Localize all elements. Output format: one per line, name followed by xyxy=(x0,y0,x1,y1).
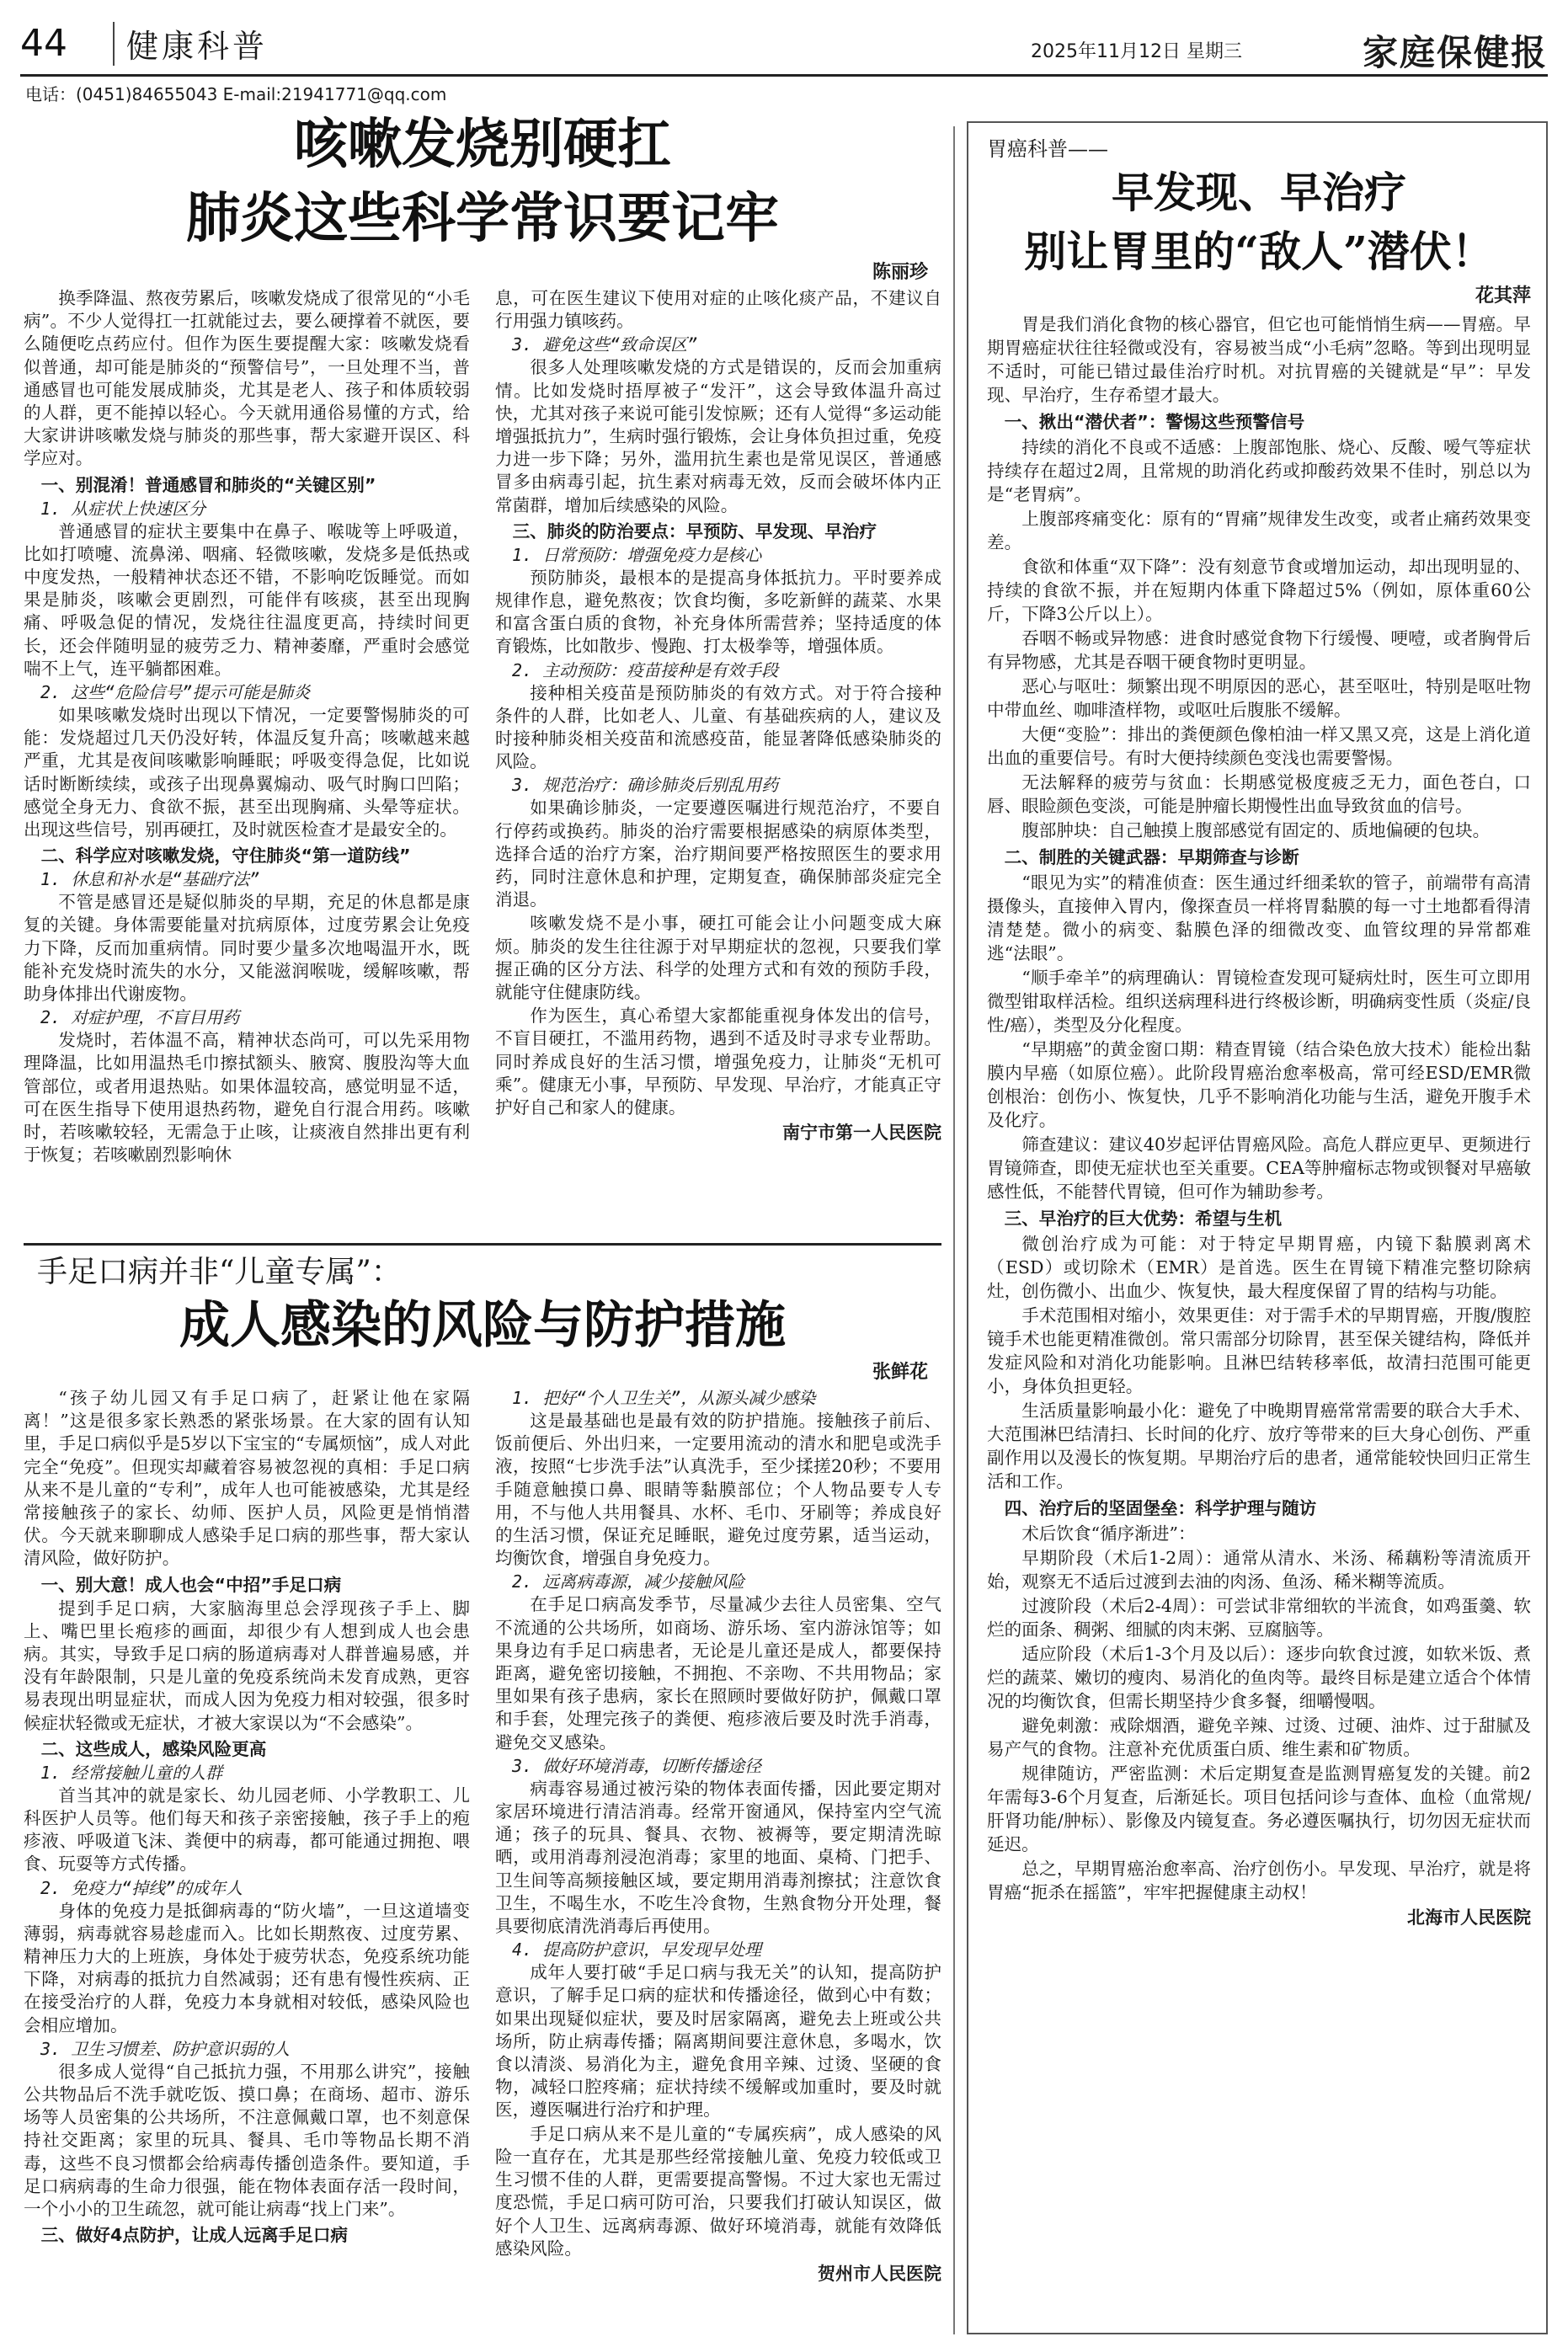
section-heading: 三、做好4点防护，让成人远离手足口病 xyxy=(40,2225,349,2246)
body-paragraph: 在手足口病高发季节，尽量减少去往人员密集、空气不流通的公共场所，如商场、游乐场、室内游泳馆等；如果身边有手足口病患者，无论是儿童还是成人，都要保持距离，避免密切接触，不拥抱、不亲吻、不共用物品；家里如果有孩子患病，家长在照顾时要做好防护，佩戴口罩和手套，处理完孩子的粪便、疱疹液后要及时洗手消毒，避免交叉感染。 xyxy=(495,1594,941,1752)
subsection-heading: 3. 做好环境消毒，切断传播途径 xyxy=(512,1755,762,1776)
body-paragraph: 手足口病从来不是儿童的“专属疾病”，成人感染的风险一直存在，尤其是那些经常接触儿童、免疫力较低或卫生习惯不佳的人群，更需要提高警惕。不过大家也无需过度恐慌，手足口病可防可治，只要我们打破认知误区，做好个人卫生、远离病毒源、做好环境消毒，就能有效降低感染风险。 xyxy=(495,2123,941,2259)
contact-line: 电话：(0451)84655043 E-mail:21941771@qq.com xyxy=(25,84,447,104)
subsection-heading: 3. 卫生习惯差、防护意识弱的人 xyxy=(40,2038,291,2059)
body-paragraph: 如果咳嗽发烧时出现以下情况，一定要警惕肺炎的可能：发烧超过几天仍没好转，体温反复升高；咳嗽越来越严重，尤其是夜间咳嗽影响睡眠；呼吸变得急促，比如说话时断断续续，或孩子出现鼻翼煽动、吸气时胸口凹陷；感觉全身无力、食欲不振，甚至出现胸痛、头晕等症状。出现这些信号，别再硬扛，及时就医检查才是最安全的。 xyxy=(24,705,470,840)
body-paragraph: “顺手牵羊”的病理确认：胃镜检查发现可疑病灶时，医生可立即用微型钳取样活检。组织送病理科进行终极诊断，明确病变性质（炎症/良性/癌），类型及分化程度。 xyxy=(987,968,1531,1035)
subsection-heading: 2. 对症护理，不盲目用药 xyxy=(40,1007,240,1028)
article-hfmd-title: 成人感染的风险与防护措施 xyxy=(179,1296,786,1355)
body-paragraph: 持续的消化不良或不适感：上腹部饱胀、烧心、反酸、嗳气等症状持续存在超过2周，且常规的助消化药或抑酸药效果不佳时，别总以为是“老胃病”。 xyxy=(987,437,1531,504)
body-paragraph: 很多人处理咳嗽发烧的方式是错误的，反而会加重病情。比如发烧时捂厚被子“发汗”，这会导致体温升高过快，尤其对孩子来说可能引发惊厥；还有人觉得“多运动能增强抵抗力”，生病时强行锻炼，会让身体负担过重，免疫力进一步下降；另外，滥用抗生素也是常见误区，普通感冒多由病毒引起，抗生素对病毒无效，反而会破坏体内正常菌群，增加后续感染的风险。 xyxy=(495,357,941,515)
body-paragraph: 恶心与呕吐：频繁出现不明原因的恶心，甚至呕吐，特别是呕吐物中带血丝、咖啡渣样物，或呕吐后腹胀不缓解。 xyxy=(987,676,1531,720)
body-paragraph: 食欲和体重“双下降”：没有刻意节食或增加运动，却出现明显的、持续的食欲不振，并在短期内体重下降超过5%（例如，原体重60公斤，下降3公斤以上）。 xyxy=(987,557,1531,624)
body-paragraph: 大便“变脸”：排出的粪便颜色像柏油一样又黑又亮，这是上消化道出血的重要信号。有时大便持续颜色变浅也需要警惕。 xyxy=(987,724,1531,768)
body-paragraph: 换季降温、熬夜劳累后，咳嗽发烧成了很常见的“小毛病”。不少人觉得扛一扛就能过去，要么硬撑着不就医，要么随便吃点药应付。但作为医生要提醒大家：咳嗽发烧看似普通，却可能是肺炎的“预警信号”，一旦处理不当，普通感冒也可能发展成肺炎，尤其是老人、孩子和体质较弱的人群，更不能掉以轻心。今天就用通俗易懂的方式，给大家讲讲咳嗽发烧与肺炎的那些事，帮大家避开误区、科学应对。 xyxy=(24,288,470,469)
body-paragraph: 咳嗽发烧不是小事，硬扛可能会让小问题变成大麻烦。肺炎的发生往往源于对早期症状的忽视，只要我们掌握正确的区分方法、科学的处理方式和有效的预防手段，就能守住健康防线。 xyxy=(495,913,941,1003)
article-kicker: 胃癌科普—— xyxy=(987,137,1108,161)
body-paragraph: 提到手足口病，大家脑海里总会浮现孩子手上、脚上、嘴巴里长疱疹的画面，却很少有人想到成人也会患病。其实，导致手足口病的肠道病毒对人群普遍易感，并没有年龄限制，只是儿童的免疫系统尚未发育成熟，更容易表现出明显症状，而成人因为免疫力相对较强，很多时候症状轻微或无症状，才被大家误以为“不会感染”。 xyxy=(24,1598,470,1733)
masthead-divider xyxy=(113,22,115,66)
body-paragraph: 手术范围相对缩小，效果更佳：对于需手术的早期胃癌，开腹/腹腔镜手术也能更精准微创。常只需部分切除胃，甚至保关键结构，降低并发症风险和对消化功能影响。且淋巴结转移率低，故清扫范围可能更小，身体负担更轻。 xyxy=(987,1305,1531,1396)
section-name: 健康科普 xyxy=(126,28,269,65)
body-paragraph: 接种相关疫苗是预防肺炎的有效方式。对于符合接种条件的人群，比如老人、儿童、有基础疾病的人，建议及时接种肺炎相关疫苗和流感疫苗，能显著降低感染肺炎的风险。 xyxy=(495,682,941,772)
title-line: 肺炎这些科学常识要记牢 xyxy=(186,187,779,250)
article-column xyxy=(24,287,470,1240)
page-number: 44 xyxy=(20,22,67,65)
body-paragraph: 腹部肿块：自己触摸上腹部感觉有固定的、质地偏硬的包块。 xyxy=(1021,820,1491,840)
article-column xyxy=(495,287,941,1240)
paper-name: 家庭保健报 xyxy=(1362,32,1548,73)
subsection-heading: 2. 主动预防：疫苗接种是有效手段 xyxy=(512,659,779,680)
article-pneumonia-title xyxy=(24,108,941,256)
article-pneumonia xyxy=(24,101,941,1240)
section-heading: 一、别大意！成人也会“中招”手足口病 xyxy=(40,1574,342,1595)
article-column xyxy=(24,1387,470,2334)
body-paragraph: 成年人要打破“手足口病与我无关”的认知，提高防护意识，了解手足口病的症状和传播途径，做到心中有数；如果出现疑似症状，要及时居家隔离，避免去上班或公共场所，防止病毒传播；隔离期间要注意休息，多喝水，饮食以清淡、易消化为主，避免食用辛辣、过烫、坚硬的食物，减轻口腔疼痛；症状持续不缓解或加重时，要及时就医，遵医嘱进行治疗和护理。 xyxy=(495,1962,941,2121)
section-heading: 二、科学应对咳嗽发烧，守住肺炎“第一道防线” xyxy=(40,846,411,867)
article-gastric-cancer xyxy=(967,121,1548,2334)
subsection-heading: 1. 把好“个人卫生关”，从源头减少感染 xyxy=(512,1388,816,1408)
article-column xyxy=(495,1387,941,2334)
body-paragraph: 规律随访，严密监测：术后定期复查是监测胃癌复发的关键。前2年需每3-6个月复查，后渐延长。项目包括问诊与查体、血检（血常规/肝肾功能/肿标）、影像及内镜复查。务必遵医嘱执行，切勿因无症状而延迟。 xyxy=(987,1763,1531,1854)
subsection-heading: 3. 避免这些“致命误区” xyxy=(512,334,698,355)
body-paragraph: “孩子幼儿园又有手足口病了，赶紧让他在家隔离！”这是很多家长熟悉的紧张场景。在大家的固有认知里，手足口病似乎是5岁以下宝宝的“专属烦恼”，成人对此完全“免疫”。但现实却藏着容易被忽视的真相：手足口病从来不是儿童的“专利”，成年人也可能被感染，尤其是经常接触孩子的家长、幼师、医护人员，风险更是悄悄潜伏。今天就来聊聊成人感染手足口病的那些事，帮大家认清风险，做好防护。 xyxy=(24,1388,470,1569)
body-paragraph: 术后饮食“循序渐进”： xyxy=(1021,1523,1196,1544)
body-paragraph: 息，可在医生建议下使用对症的止咳化痰产品，不建议自行用强力镇咳药。 xyxy=(495,288,941,332)
body-paragraph: 身体的免疫力是抵御病毒的“防火墙”，一旦这道墙变薄弱，病毒就容易趁虚而入。比如长期熬夜、过度劳累、精神压力大的上班族，身体处于疲劳状态，免疫系统功能下降，对病毒的抵抗力自然减弱；还有患有慢性疾病、正在接受治疗的人群，免疫力本身就相对较低，感染风险也会相应增加。 xyxy=(24,1900,470,2035)
body-paragraph: 胃是我们消化食物的核心器官，但它也可能悄悄生病——胃癌。早期胃癌症状往往轻微或没有，容易被当成“小毛病”忽略。等到出现明显不适时，可能已错过最佳治疗时机。对抗胃癌的关键就是“早”：早发现、早治疗，生存希望才最大。 xyxy=(987,314,1531,405)
body-paragraph: 过渡阶段（术后2-4周）：可尝试非常细软的半流食，如鸡蛋羹、软烂的面条、稠粥、细腻的肉末粥、豆腐脑等。 xyxy=(987,1596,1531,1640)
article-author: 花其萍 xyxy=(1475,285,1531,307)
subsection-heading: 2. 这些“危险信号”提示可能是肺炎 xyxy=(40,682,311,703)
column-divider xyxy=(953,126,955,2334)
title-line: 咳嗽发烧别硬扛 xyxy=(294,113,671,176)
subsection-heading: 1. 经常接触儿童的人群 xyxy=(40,1762,223,1783)
author-affiliation: 贺州市人民医院 xyxy=(818,2263,941,2284)
section-divider xyxy=(24,1243,941,1246)
section-heading: 一、别混淆！普通感冒和肺炎的“关键区别” xyxy=(40,474,376,495)
body-paragraph: “眼见为实”的精准侦查：医生通过纤细柔软的管子，前端带有高清摄像头，直接伸入胃内，像探查员一样将胃黏膜的每一寸土地都看得清清楚楚。微小的病变、黏膜色泽的细微改变、血管纹理的异常都难逃“法眼”。 xyxy=(987,872,1531,963)
body-paragraph: 病毒容易通过被污染的物体表面传播，因此要定期对家居环境进行清洁消毒。经常开窗通风，保持室内空气流通；孩子的玩具、餐具、衣物、被褥等，要定期清洗晾晒，或用消毒剂浸泡消毒；家里的地面、桌椅、门把手、卫生间等高频接触区域，要定期用消毒剂擦拭；注意饮食卫生，不喝生水，不吃生冷食物，生熟食物分开处理，餐具要彻底清洗消毒后再使用。 xyxy=(495,1778,941,1937)
author-affiliation: 南宁市第一人民医院 xyxy=(782,1123,941,1144)
section-heading: 二、这些成人，感染风险更高 xyxy=(40,1738,267,1759)
subsection-heading: 4. 提高防护意识，早发现早处理 xyxy=(512,1939,762,1961)
article-author: 张鲜花 xyxy=(872,1362,928,1383)
title-line: 别让胃里的“敌人”潜伏！ xyxy=(1024,227,1494,276)
body-paragraph: 不管是感冒还是疑似肺炎的早期，充足的休息都是康复的关键。身体需要能量对抗病原体，过度劳累会让免疫力下降，反而加重病情。同时要少量多次地喝温开水，既能补充发烧时流失的水分，又能滋润喉咙，缓解咳嗽，帮助身体排出代谢废物。 xyxy=(24,892,470,1005)
masthead xyxy=(20,19,1548,71)
body-paragraph: 发烧时，若体温不高，精神状态尚可，可以先采用物理降温，比如用温热毛巾擦拭额头、腋窝、腹股沟等大血管部位，或者用退热贴。如果体温较高，感觉明显不适，可在医生指导下使用退热药物，避免自行混合用药。咳嗽时，若咳嗽较轻，无需急于止咳，让痰液自然排出更有利于恢复；若咳嗽剧烈影响休 xyxy=(24,1030,470,1166)
title-line: 早发现、早治疗 xyxy=(1112,168,1406,217)
body-paragraph: 普通感冒的症状主要集中在鼻子、喉咙等上呼吸道，比如打喷嚏、流鼻涕、咽痛、轻微咳嗽，发烧多是低热或中度发热，一般精神状态还不错，不影响吃饭睡觉。而如果是肺炎，咳嗽会更剧烈，可能伴有咳痰，甚至出现胸痛、呼吸急促的情况，发烧往往温度更高，持续时间更长，还会伴随明显的疲劳乏力、精神萎靡，严重时会感觉喘不上气，连平躺都困难。 xyxy=(24,520,470,679)
body-paragraph: 微创治疗成为可能：对于特定早期胃癌，内镜下黏膜剥离术（ESD）或切除术（EMR）是首选。医生在胃镜下精准完整切除病灶，创伤微小、出血少、恢复快，最大程度保留了胃的结构与功能。 xyxy=(987,1234,1531,1301)
article-column xyxy=(987,312,1531,2334)
article-author: 陈丽珍 xyxy=(872,262,928,283)
body-paragraph: 无法解释的疲劳与贫血：长期感觉极度疲乏无力，面色苍白，口唇、眼睑颜色变淡，可能是肿瘤长期慢性出血导致贫血的信号。 xyxy=(987,772,1531,816)
body-paragraph: 筛查建议：建议40岁起评估胃癌风险。高危人群应更早、更频进行胃镜筛查，即使无症状也至关重要。CEA等肿瘤标志物或钡餐对早癌敏感性低，不能替代胃镜，但可作为辅助参考。 xyxy=(987,1134,1531,1202)
body-paragraph: 早期阶段（术后1-2周）：通常从清水、米汤、稀藕粉等清流质开始，观察无不适后过渡到去油的肉汤、鱼汤、稀米糊等流质。 xyxy=(987,1548,1531,1592)
body-paragraph: 这是最基础也是最有效的防护措施。接触孩子前后、饭前便后、外出归来，一定要用流动的清水和肥皂或洗手液，按照“七步洗手法”认真洗手，至少揉搓20秒；不要用手随意触摸口鼻、眼睛等黏膜部位；个人物品要专人专用，不与他人共用餐具、水杯、毛巾、牙刷等；养成良好的生活习惯，保证充足睡眠，避免过度劳累，适当运动，均衡饮食，增强自身免疫力。 xyxy=(495,1411,941,1569)
subsection-heading: 1. 日常预防：增强免疫力是核心 xyxy=(512,544,762,565)
subsection-heading: 1. 从症状上快速区分 xyxy=(40,498,206,519)
body-paragraph: 总之，早期胃癌治愈率高、治疗创伤小。早发现、早治疗，就是将胃癌“扼杀在摇篮”，牢牢把握健康主动权！ xyxy=(987,1859,1531,1902)
section-heading: 三、肺炎的防治要点：早预防、早发现、早治疗 xyxy=(512,520,877,541)
subsection-heading: 2. 免疫力“掉线”的成年人 xyxy=(40,1877,243,1898)
article-kicker: 手足口病并非“儿童专属”： xyxy=(37,1255,402,1289)
body-paragraph: 首当其冲的就是家长、幼儿园老师、小学教职工、儿科医护人员等。他们每天和孩子亲密接触，孩子手上的疱疹液、呼吸道飞沫、粪便中的病毒，都可能通过拥抱、喂食、玩耍等方式传播。 xyxy=(24,1785,470,1875)
issue-date: 2025年11月12日 星期三 xyxy=(1031,41,1242,62)
body-paragraph: “早期癌”的黄金窗口期：精查胃镜（结合染色放大技术）能检出黏膜内早癌（如原位癌）。此阶段胃癌治愈率极高，常可经ESD/EMR微创根治：创伤小、恢复快，几乎不影响消化功能与生活，避免开腹手术及化疗。 xyxy=(987,1039,1531,1130)
article-gastric-title xyxy=(987,163,1531,281)
section-heading: 四、治疗后的坚固堡垒：科学护理与随访 xyxy=(1004,1498,1317,1518)
body-paragraph: 很多成人觉得“自己抵抗力强，不用那么讲究”，接触公共物品后不洗手就吃饭、摸口鼻；在商场、超市、游乐场等人员密集的公共场所，不注意佩戴口罩，也不刻意保持社交距离；家里的玩具、餐具、毛巾等物品长期不消毒，这些不良习惯都会给病毒传播创造条件。要知道，手足口病病毒的生命力很强，能在物体表面存活一段时间，一个小小的卫生疏忽，就可能让病毒“找上门来”。 xyxy=(24,2061,470,2220)
body-paragraph: 上腹部疼痛变化：原有的“胃痛”规律发生改变，或者止痛药效果变差。 xyxy=(987,509,1531,552)
section-heading: 三、早治疗的巨大优势：希望与生机 xyxy=(1004,1208,1283,1229)
body-paragraph: 适应阶段（术后1-3个月及以后）：逐步向软食过渡，如软米饭、煮烂的蔬菜、嫩切的瘦肉、易消化的鱼肉等。最终目标是建立适合个体情况的均衡饮食，但需长期坚持少食多餐，细嚼慢咽。 xyxy=(987,1644,1531,1711)
body-paragraph: 吞咽不畅或异物感：进食时感觉食物下行缓慢、哽噎，或者胸骨后有异物感，尤其是吞咽干硬食物时更明显。 xyxy=(987,628,1531,672)
body-paragraph: 预防肺炎，最根本的是提高身体抵抗力。平时要养成规律作息，避免熬夜；饮食均衡，多吃新鲜的蔬菜、水果和富含蛋白质的食物，补充身体所需营养；坚持适度的体育锻炼，比如散步、慢跑、打太极拳等，增强体质。 xyxy=(495,567,941,657)
subsection-heading: 2. 远离病毒源，减少接触风险 xyxy=(512,1571,745,1592)
subsection-heading: 1. 休息和补水是“基础疗法” xyxy=(40,869,260,890)
body-paragraph: 作为医生，真心希望大家都能重视身体发出的信号，不盲目硬扛，不滥用药物，遇到不适及时寻求专业帮助。同时养成良好的生活习惯，增强免疫力，让肺炎“无机可乘”。健康无小事，早预防、早发现、早治疗，才能真正守护好自己和家人的健康。 xyxy=(495,1006,941,1118)
body-paragraph: 生活质量影响最小化：避免了中晚期胃癌常常需要的联合大手术、大范围淋巴结清扫、长时间的化疗、放疗等带来的巨大身心创伤、严重副作用以及漫长的恢复期。早期治疗后的患者，通常能较快回归正常生活和工作。 xyxy=(987,1400,1531,1491)
body-paragraph: 避免刺激：戒除烟酒，避免辛辣、过烫、过硬、油炸、过于甜腻及易产气的食物。注意补充优质蛋白质、维生素和矿物质。 xyxy=(987,1715,1531,1759)
section-heading: 一、揪出“潜伏者”：警惕这些预警信号 xyxy=(1004,412,1305,432)
article-hfmd xyxy=(24,1251,941,2334)
masthead-rule xyxy=(20,74,1548,77)
author-affiliation: 北海市人民医院 xyxy=(1407,1907,1531,1928)
subsection-heading: 3. 规范治疗：确诊肺炎后别乱用药 xyxy=(512,775,779,796)
body-paragraph: 如果确诊肺炎，一定要遵医嘱进行规范治疗，不要自行停药或换药。肺炎的治疗需要根据感染的病原体类型，选择合适的治疗方案，治疗期间要严格按照医生的要求用药，同时注意休息和护理，定期复查，确保肺部炎症完全消退。 xyxy=(495,798,941,910)
section-heading: 二、制胜的关键武器：早期筛查与诊断 xyxy=(1004,847,1299,867)
